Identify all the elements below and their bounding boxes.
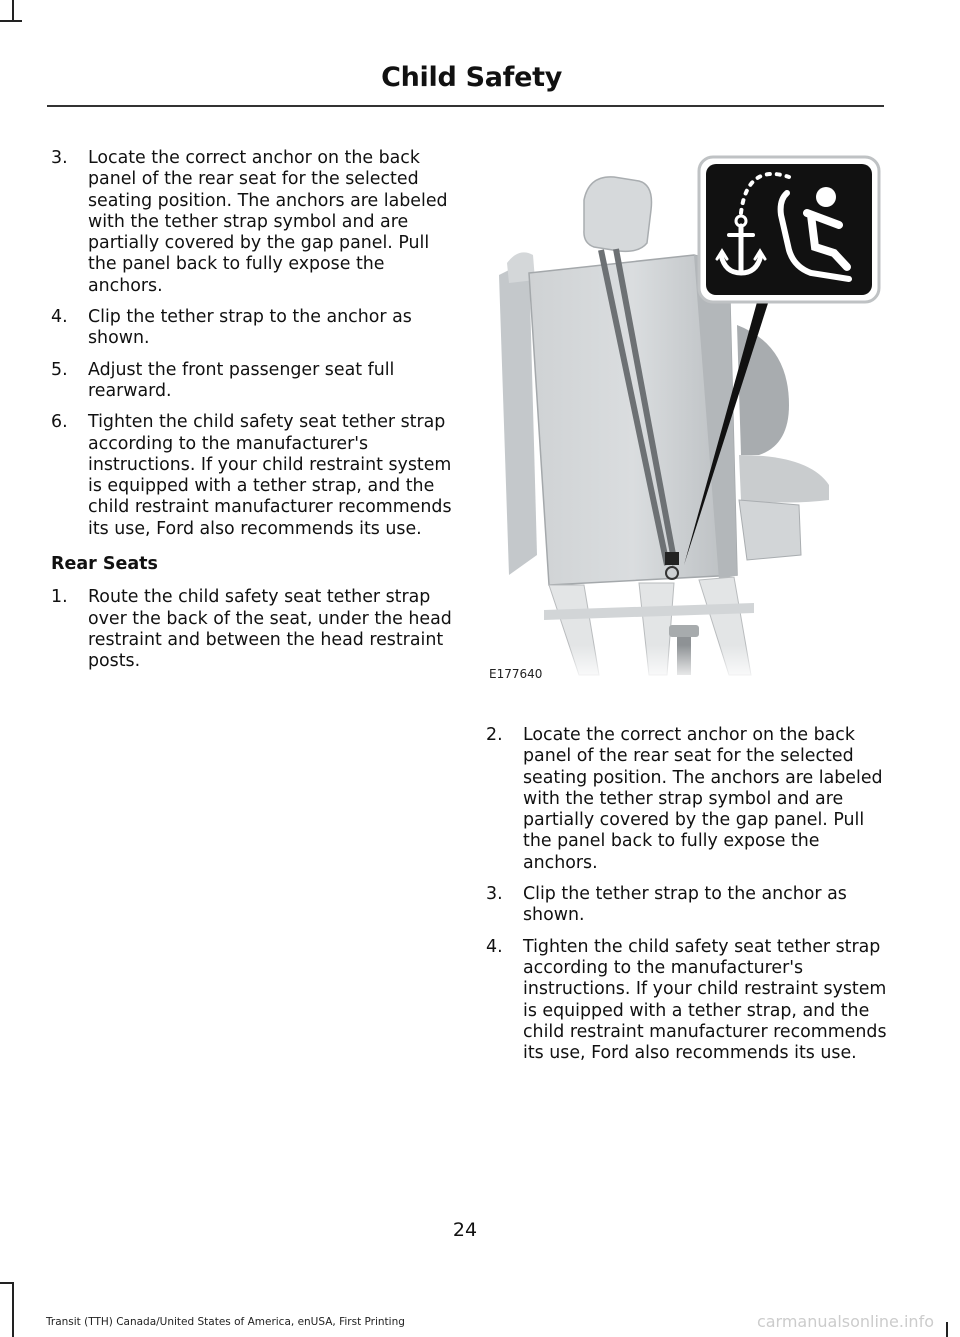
left-column <box>51 148 455 683</box>
list-item: 4. Clip the tether strap to the anchor as shown. <box>51 307 412 349</box>
right-column <box>486 725 896 1074</box>
list-item: 5. Adjust the front passenger seat full rearward. <box>51 359 395 401</box>
list-item: 3. Locate the correct anchor on the back panel of the rear seat for the selected seating position. The anchors are labeled with the tether strap symbol and are partially covered by the gap panel. Pull the panel back to fully expose the anchors. <box>51 148 448 296</box>
footer-text: Transit (TTH) Canada/United States of America, enUSA, First Printing <box>46 1316 405 1328</box>
step-list <box>486 725 896 1064</box>
list-item: 6. Tighten the child safety seat tether strap according to the manufacturer's instructions. If your child restraint system is equipped with a tether strap, and the child restraint manufacturer recommends its use, Ford also recommends its use. <box>51 412 452 539</box>
crop-mark <box>12 1282 14 1337</box>
crop-mark <box>12 0 14 22</box>
figure-code: E177640 <box>489 667 543 681</box>
crop-mark <box>0 1282 14 1284</box>
list-item: 3. Clip the tether strap to the anchor as shown. <box>486 884 847 926</box>
list-item: 4. Tighten the child safety seat tether strap according to the manufacturer's instructions. If your child restraint system is equipped with a tether strap, and the child restraint manufacturer recommends its use, Ford also recommends its use. <box>486 936 887 1064</box>
watermark: carmanualsonline.info <box>756 1312 934 1331</box>
page-number: 24 <box>452 1219 478 1241</box>
section-heading: Rear Seats <box>51 554 158 575</box>
header-rule <box>47 105 884 107</box>
crop-mark <box>946 1322 948 1337</box>
step-list <box>51 148 455 540</box>
list-item: 1. Route the child safety seat tether strap over the back of the seat, under the head restraint and between the head restraint posts. <box>51 587 452 672</box>
crop-mark <box>0 20 22 22</box>
page-title: Child Safety <box>381 62 562 93</box>
step-list <box>51 587 455 672</box>
rear-seat-tether-illustration <box>489 155 881 683</box>
list-item: 2. Locate the correct anchor on the back panel of the rear seat for the selected seating position. The anchors are labeled with the tether strap symbol and are partially covered by the gap panel. Pull the panel back to fully expose the anchors. <box>486 725 883 873</box>
seat-illustration-svg <box>489 155 881 683</box>
